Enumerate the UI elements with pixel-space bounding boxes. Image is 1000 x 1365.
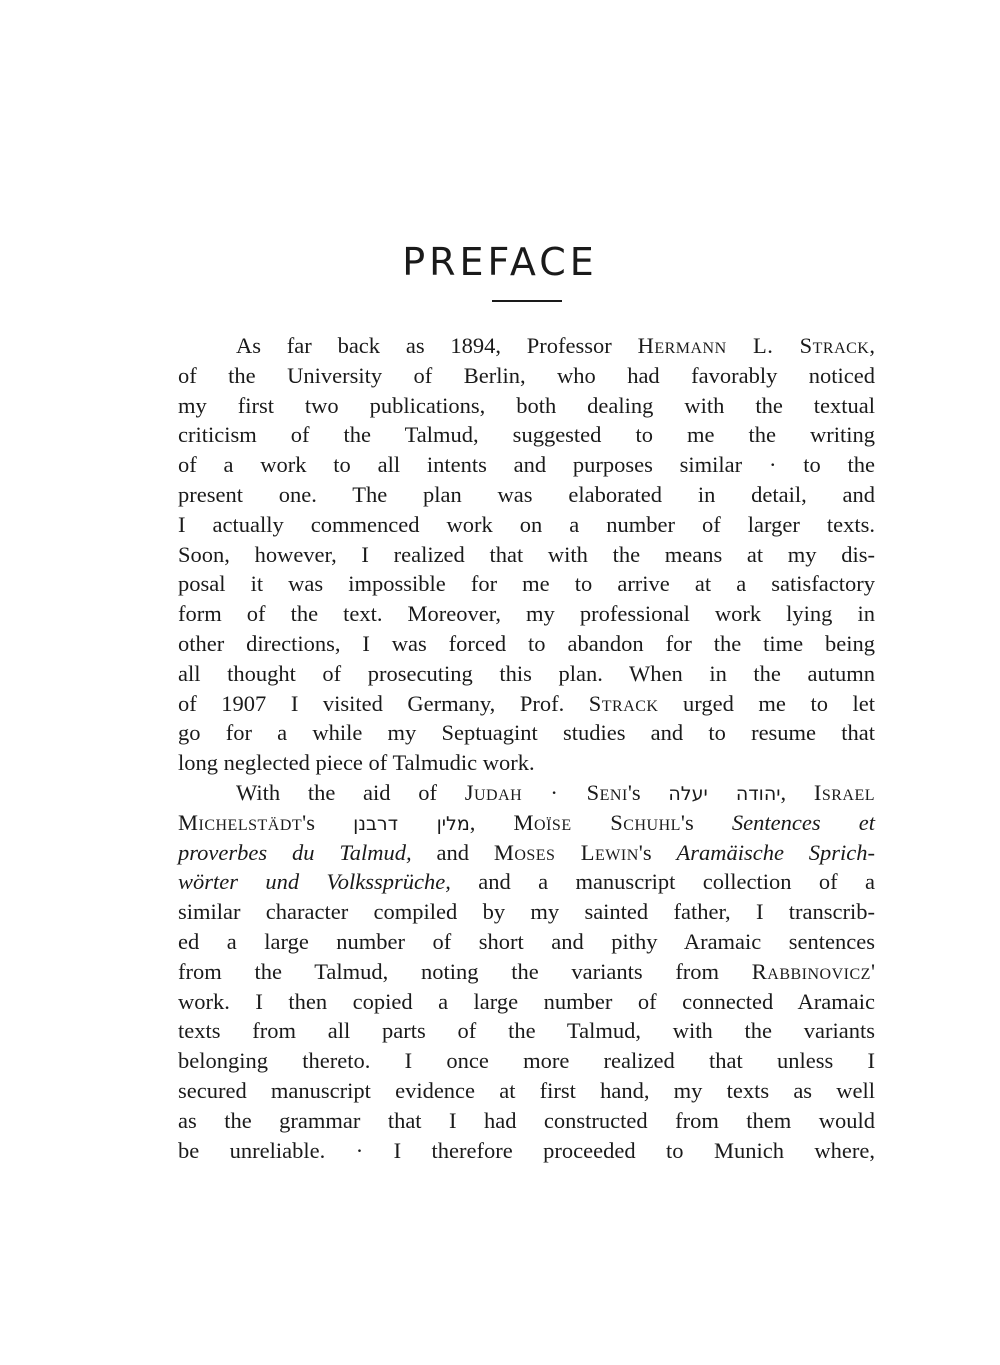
author-name: Judah · Seni bbox=[464, 779, 628, 805]
author-name: Israel bbox=[813, 779, 876, 805]
text-line: as the grammar that I had constructed from them would bbox=[178, 1107, 875, 1133]
book-title: wörter und Volkssprüche, bbox=[178, 869, 451, 895]
text-line: texts from all parts of the Talmud, with the variants bbox=[178, 1018, 875, 1044]
title-rule bbox=[492, 300, 562, 302]
text-line: proverbes du Talmud, and Moses Lewin's Aramäische Sprich- bbox=[178, 839, 876, 865]
text-line: go for a while my Septuagint studies and to resume that bbox=[178, 720, 875, 746]
author-name: Strack bbox=[588, 690, 659, 716]
text-line: be unreliable. · I therefore proceeded to Munich where, bbox=[178, 1137, 875, 1163]
text-line: secured manuscript evidence at first hand, my texts as well bbox=[178, 1077, 875, 1103]
book-title: proverbes du Talmud, bbox=[178, 839, 412, 865]
text-line: I actually commenced work on a number of larger texts. bbox=[178, 511, 875, 537]
text-line: of a work to all intents and purposes similar · to the bbox=[178, 452, 875, 478]
author-name: Michelstädt bbox=[178, 809, 303, 835]
text-line: similar character compiled by my sainted father, I transcrib- bbox=[178, 899, 875, 925]
text-line: criticism of the Talmud, suggested to me the writing bbox=[178, 422, 875, 448]
hebrew-title: יהודה יעלה bbox=[668, 782, 781, 805]
text-line: As far back as 1894, Professor Hermann L. Strack, bbox=[236, 333, 875, 358]
text-line: form of the text. Moreover, my professional work lying in bbox=[178, 601, 875, 627]
text-line: With the aid of Judah · Seni's יהודה יעלה, Israel bbox=[236, 779, 876, 805]
book-title: Aramäische Sprich- bbox=[676, 839, 876, 865]
text-line: Soon, however, I realized that with the means at my dis- bbox=[178, 541, 875, 567]
text-line: wörter und Volkssprüche, and a manuscript collection of a bbox=[178, 869, 875, 895]
text-line: of 1907 I visited Germany, Prof. Strack urged me to let bbox=[178, 690, 875, 716]
text-line: belonging thereto. I once more realized that unless I bbox=[178, 1048, 875, 1074]
text-line: all thought of prosecuting this plan. When in the autumn bbox=[178, 660, 875, 686]
author-name: Rabbinovicz bbox=[751, 958, 871, 984]
text-line: my first two publications, both dealing with the textual bbox=[178, 392, 875, 418]
text-line: long neglected piece of Talmudic work. bbox=[178, 750, 535, 776]
author-name: Moïse Schuhl bbox=[513, 809, 681, 835]
text-line: from the Talmud, noting the variants from Rabbinovicz' bbox=[178, 958, 875, 984]
text-line: Michelstädt's מלין דרבנן, Moïse Schuhl's Sentences et bbox=[178, 809, 876, 835]
book-title: Sentences et bbox=[731, 809, 876, 835]
hebrew-title: מלין דרבנן bbox=[353, 812, 470, 835]
page-title: PREFACE bbox=[402, 240, 598, 284]
text-line: other directions, I was forced to abandon for the time being bbox=[178, 630, 875, 656]
text-line: posal it was impossible for me to arrive at a satisfactory bbox=[178, 571, 875, 597]
preface-body bbox=[178, 331, 875, 1165]
author-name: Moses Lewin bbox=[493, 839, 639, 865]
text-line: of the University of Berlin, who had favorably noticed bbox=[178, 362, 875, 388]
text-line: ed a large number of short and pithy Aramaic sentences bbox=[178, 928, 875, 954]
text-line: present one. The plan was elaborated in detail, and bbox=[178, 481, 875, 507]
author-name: Hermann L. Strack bbox=[637, 333, 870, 358]
text-line: work. I then copied a large number of connected Aramaic bbox=[178, 988, 875, 1014]
